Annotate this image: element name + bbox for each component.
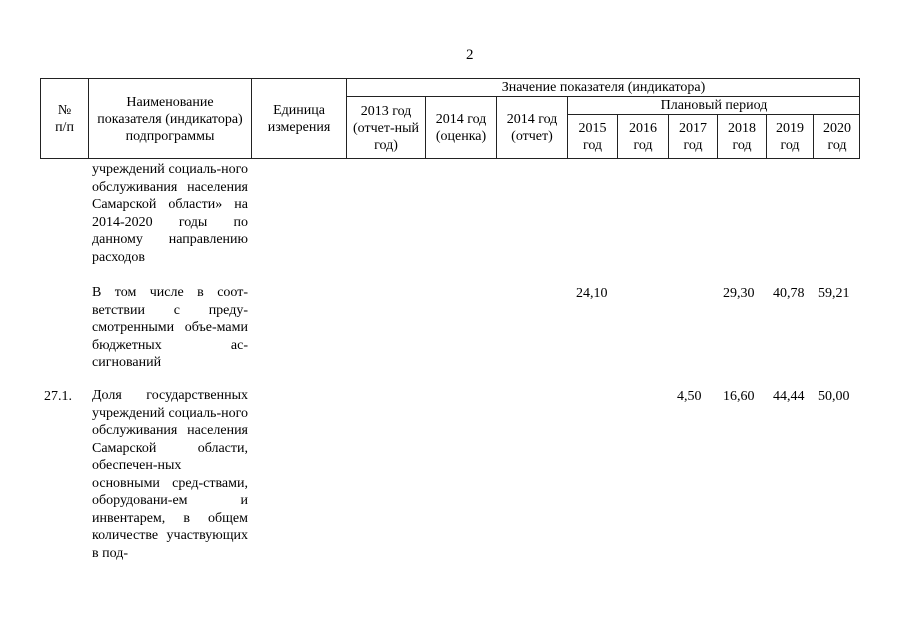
header-year: 2015 год — [578, 121, 607, 153]
header-col-number: № п/п — [55, 103, 74, 135]
page-number: 2 — [466, 47, 474, 63]
divider — [88, 78, 89, 159]
header-col-name: Наименование показателя (индикатора) подпрограммы — [97, 94, 243, 144]
header-col-values: Значение показателя (индикатора) — [501, 80, 706, 95]
divider — [251, 78, 252, 159]
header-year: 2019 год — [776, 121, 804, 153]
value-2017: 4,50 — [677, 389, 702, 404]
table-row-text: учреждений социаль-ного обслуживания населения Самарской области» на 2014-2020 годы по данному направлению расходов — [92, 162, 248, 265]
divider — [425, 96, 426, 159]
value-2019: 44,44 — [773, 389, 805, 404]
header-col-2014-estimate: 2014 год (оценка) — [435, 112, 487, 144]
header-year: 2017 год — [679, 121, 707, 153]
header-col-2013: 2013 год (отчет-ный год) — [352, 103, 420, 153]
header-col-unit: Единица измерения — [267, 103, 331, 135]
value-2018: 16,60 — [723, 389, 755, 404]
divider — [496, 96, 497, 159]
header-year: 2020 год — [823, 121, 851, 153]
table-row-text: Доля государственных учреждений социаль-ного обслуживания населения Самарской области, обеспечен-ных основными сред-ствами, оборудовани-ем и инвентарем, в общем количестве участвующих в под- — [92, 388, 248, 561]
row-number: 27.1. — [44, 389, 72, 404]
value-2019: 40,78 — [773, 286, 805, 301]
table-row-text: В том числе в соот-ветствии с преду-смотренными объе-мами бюджетных ас-сигнований — [92, 285, 248, 370]
value-2015: 24,10 — [576, 286, 608, 301]
value-2020: 50,00 — [818, 389, 850, 404]
header-col-plan-period: Плановый период — [660, 98, 768, 113]
value-2018: 29,30 — [723, 286, 755, 301]
header-year: 2016 год — [629, 121, 657, 153]
value-2020: 59,21 — [818, 286, 850, 301]
header-col-2014-report: 2014 год (отчет) — [506, 112, 558, 144]
header-year: 2018 год — [728, 121, 756, 153]
